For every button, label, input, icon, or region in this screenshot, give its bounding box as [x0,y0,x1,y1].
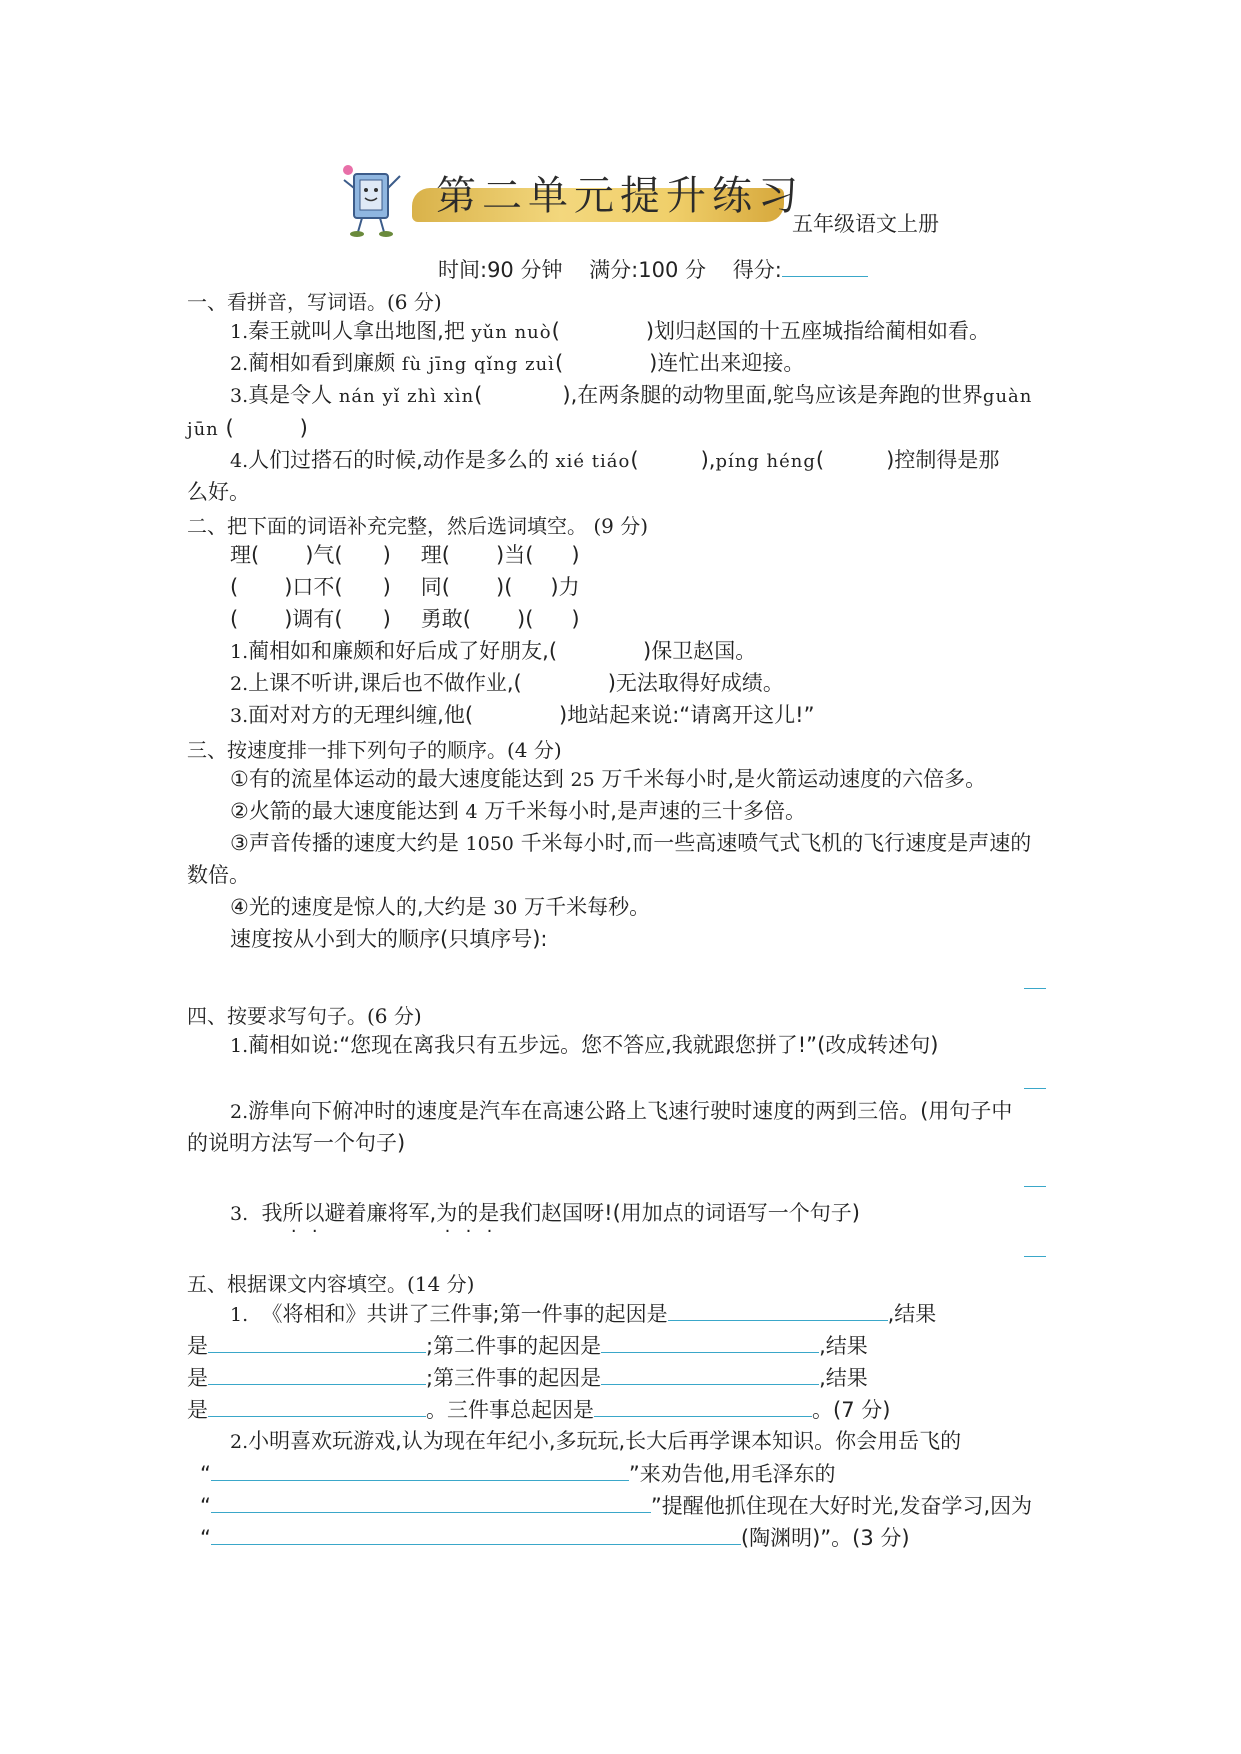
s5-q1: 1. 《将相和》共讲了三件事;第一件事的起因是 ,结果 [230,1298,936,1330]
section-1-heading: 一、看拼音，写词语。(6 分) [187,290,442,314]
s2-q2: 2.上课不听讲,课后也不做作业,( )无法取得好成绩。 [230,671,784,695]
s1-q1: 1.秦王就叫人拿出地图,把 yǔn nuò( )划归赵国的十五座城指给蔺相如看。 [230,319,991,343]
section-5-heading: 五、根据课文内容填空。(14 分) [187,1272,475,1296]
fill-blank[interactable] [208,1394,426,1417]
s3-sentence-4: ④光的速度是惊人的,大约是 30 万千米每秒。 [230,895,651,919]
s5-q2-line4: “ (陶渊明)”。(3 分) [200,1522,910,1553]
s5-q2: 2.小明喜欢玩游戏,认为现在年纪小,多玩玩,长大后再学课本知识。你会用岳飞的 [230,1429,962,1453]
s5-q2-line2: “ ”来劝告他,用毛泽东的 [200,1458,835,1489]
dotted-char: 是 [478,1201,500,1225]
pinyin: píng héng [715,451,816,472]
fill-blank[interactable] [668,1298,888,1321]
s1-q4-cont: 么好。 [187,480,250,504]
section-3-heading: 三、按速度排一排下列句子的顺序。(4 分) [187,738,562,762]
s1-q3-cont: jūn ( ) [187,416,308,440]
full-score-info: 满分:100 分 [589,258,707,282]
dotted-char: 的 [457,1201,479,1225]
s4-q2-cont: 的说明方法写一个句子) [187,1131,406,1155]
section-4-heading: 四、按要求写句子。(6 分) [187,1004,422,1028]
s4-q3: 3. 我所以避着廉将军,为的是我们赵国呀!(用加点的词语写一个句子) [230,1201,860,1225]
s2-q3: 3.面对对方的无理纠缠,他( )地站起来说:“请离开这儿!” [230,703,815,727]
s2-row-1: 理( )气( ) 理( )当( ) [230,543,580,567]
score-blank[interactable] [782,255,868,277]
s3-sentence-1: ①有的流星体运动的最大速度能达到 25 万千米每小时,是火箭运动速度的六倍多。 [230,767,987,791]
pinyin: nán yǐ zhì xìn [338,386,475,407]
s2-q1: 1.蔺相如和廉颇和好后成了好朋友,( )保卫赵国。 [230,639,757,663]
s1-q4: 4.人们过搭石的时候,动作是多么的 xié tiáo( ),píng héng( )控制得是那 [230,448,1000,472]
answer-line[interactable] [1024,1186,1046,1187]
s2-row-2: ( )口不( ) 同( )( )力 [230,575,580,599]
answer-line[interactable] [1024,1088,1046,1089]
s1-q3: 3.真是令人 nán yǐ zhì xìn( ),在两条腿的动物里面,鸵鸟应该是奔跑的世界guàn [230,383,1033,407]
pinyin: fù jīng qǐng zuì [401,354,555,375]
grade-label: 五年级语文上册 [792,212,939,236]
fill-blank[interactable] [211,1490,651,1513]
page-header [340,150,960,240]
page-title: 第二单元提升练习 [436,173,804,219]
fill-blank[interactable] [208,1362,426,1385]
s4-q1: 1.蔺相如说:“您现在离我只有五步远。您不答应,我就跟您拼了!”(改成转述句) [230,1033,939,1057]
pinyin: yǔn nuò [471,322,552,343]
s5-q1-line3: 是 ;第三件事的起因是 ,结果 [187,1362,868,1393]
s3-sentence-3: ③声音传播的速度大约是 1050 千米每小时,而一些高速喷气式飞机的飞行速度是声速的 [230,831,1032,855]
fill-blank[interactable] [211,1458,629,1481]
s4-q2: 2.游隼向下俯冲时的速度是汽车在高速公路上飞速行驶时速度的两到三倍。(用句子中 [230,1099,1013,1123]
s3-sentence-2: ②火箭的最大速度能达到 4 万千米每小时,是声速的三十多倍。 [230,799,806,823]
pinyin: guàn [982,386,1033,407]
dotted-char: 为 [436,1201,458,1225]
fill-blank[interactable] [211,1522,741,1545]
fill-blank[interactable] [601,1330,819,1353]
pinyin: jūn [187,419,219,440]
pinyin: xié tiáo [555,451,631,472]
dotted-char: 以 [303,1201,325,1225]
fill-blank[interactable] [594,1394,812,1417]
s5-q1-line4: 是 。三件事总起因是 。(7 分) [187,1394,890,1425]
s5-q2-line3: “ ”提醒他抓住现在大好时光,发奋学习,因为 [200,1490,1032,1521]
s1-q2: 2.蔺相如看到廉颇 fù jīng qǐng zuì( )连忙出来迎接。 [230,351,805,375]
dotted-char: 所 [282,1201,304,1225]
section-2-heading: 二、把下面的词语补充完整，然后选词填空。 (9 分) [187,514,649,538]
fill-blank[interactable] [208,1330,426,1353]
answer-line[interactable] [1024,1256,1046,1257]
time-info: 时间:90 分钟 [438,258,563,282]
answer-line[interactable] [1024,988,1046,989]
s3-sentence-3-cont: 数倍。 [187,863,250,887]
s2-row-3: ( )调有( ) 勇敢( )( ) [230,607,580,631]
fill-blank[interactable] [601,1362,819,1385]
score-label: 得分: [732,258,782,282]
s5-q1-line2: 是 ;第二件事的起因是 ,结果 [187,1330,868,1361]
s3-order-prompt: 速度按从小到大的顺序(只填序号): [230,927,548,951]
book-mascot-icon [340,158,410,238]
exam-info [438,254,888,284]
